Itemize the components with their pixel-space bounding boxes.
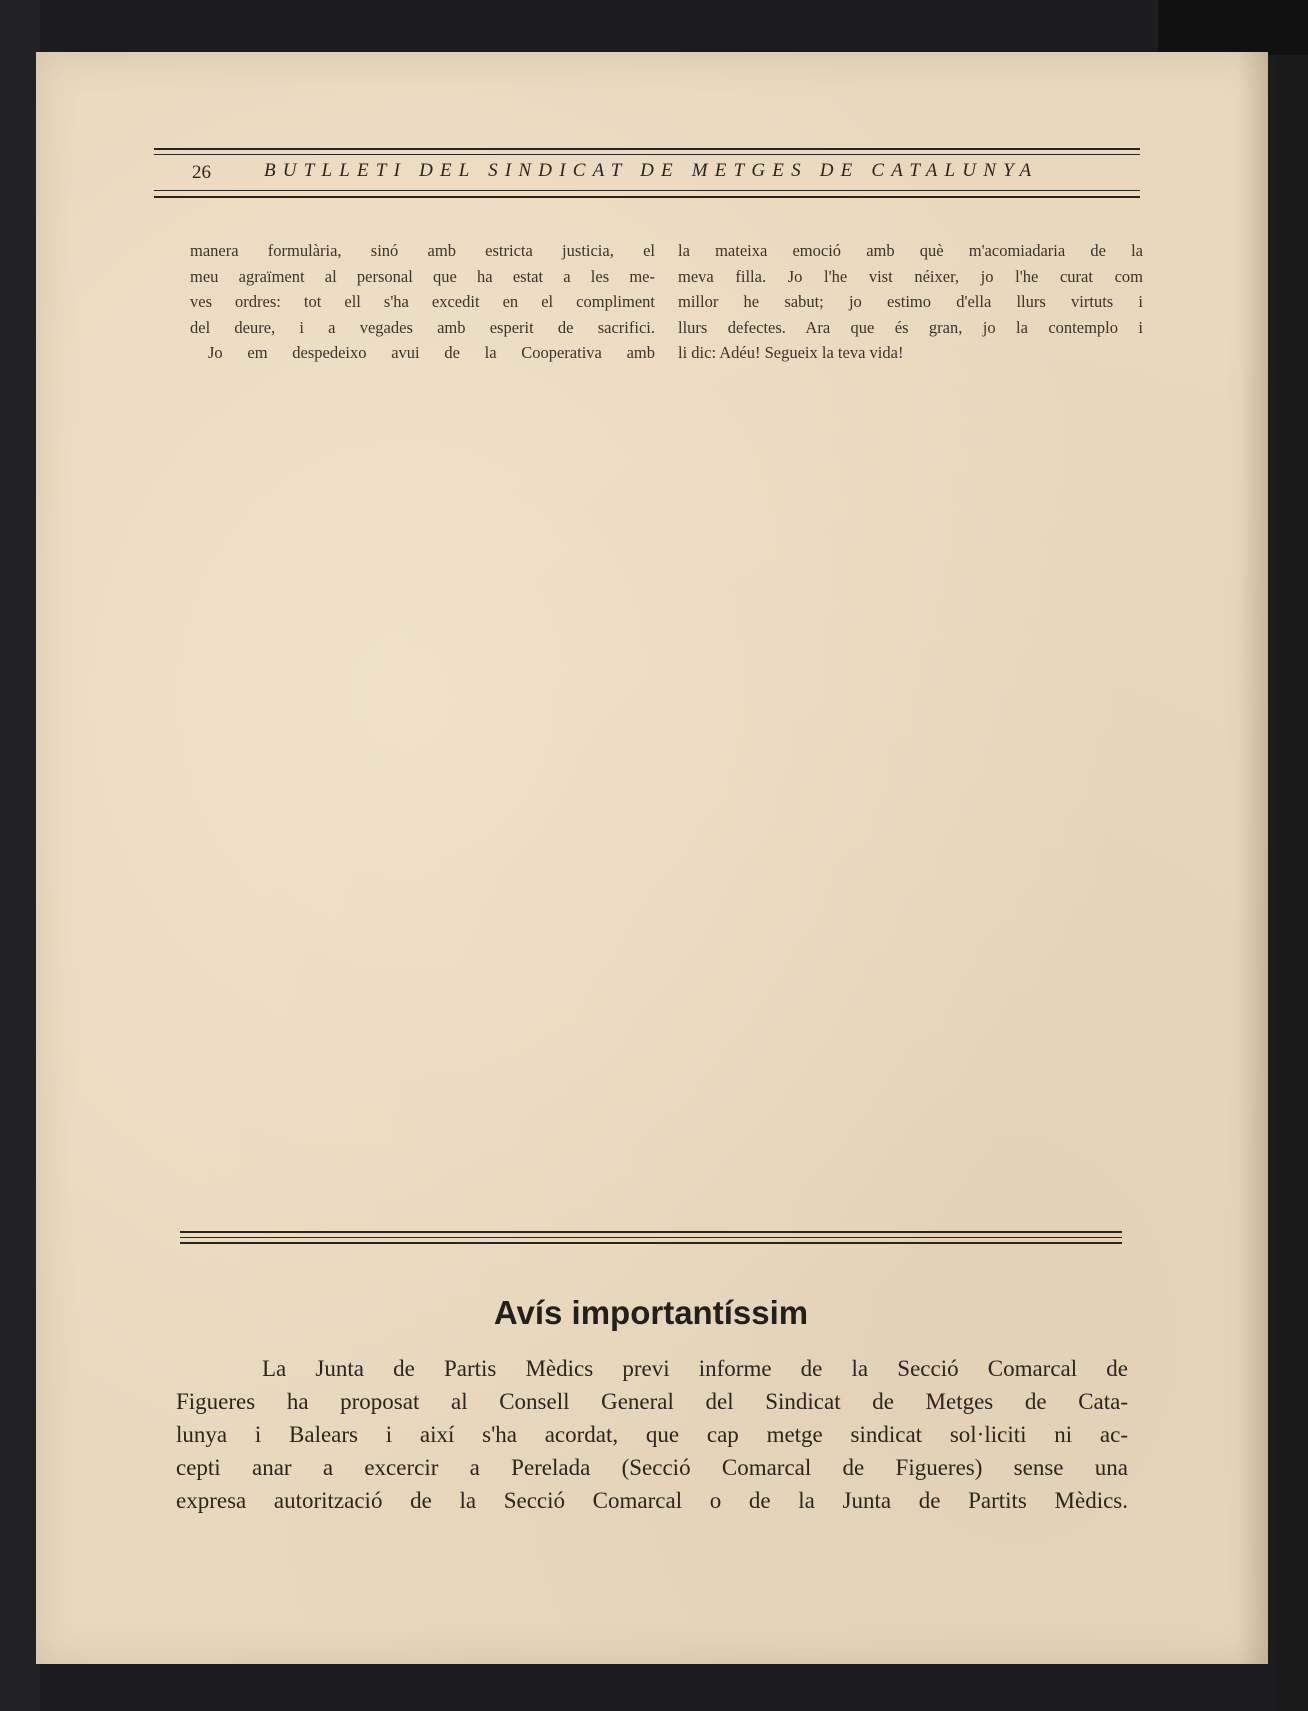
- scan-background-left: [0, 0, 40, 1711]
- notice-body: [176, 1352, 1128, 1517]
- article-right-column: [678, 238, 1143, 366]
- header-rule-top-2: [154, 154, 1140, 155]
- text-line: Jo em despedeixo avui de la Cooperativa amb: [208, 343, 655, 362]
- page-number: 26: [192, 162, 211, 183]
- text-line: meu agraïment al personal que ha estat a les me-: [190, 266, 655, 286]
- notice-divider: [180, 1231, 1122, 1245]
- article-left-column: [190, 238, 655, 366]
- notice-rule-3: [180, 1242, 1122, 1244]
- text-line: meva filla. Jo l'he vist néixer, jo l'he curat com: [678, 266, 1143, 286]
- header-rule-bottom-2: [154, 196, 1140, 198]
- notice-line: lunya i Balears i així s'ha acordat, que cap metge sindicat sol·liciti ni ac-: [176, 1422, 1128, 1447]
- page-header: [154, 146, 1140, 202]
- text-line: llurs defectes. Ara que és gran, jo la contemplo i: [678, 317, 1143, 337]
- notice-line: La Junta de Partis Mèdics previ informe de la Secció Comarcal de: [262, 1356, 1128, 1381]
- header-rule-top-1: [154, 148, 1140, 150]
- article-columns: [190, 238, 1143, 378]
- text-line: ves ordres: tot ell s'ha excedit en el compliment: [190, 292, 655, 311]
- text-line: millor he sabut; jo estimo d'ella llurs virtuts i: [678, 292, 1143, 311]
- notice-rule-1: [180, 1231, 1122, 1233]
- header-rule-bottom-1: [154, 190, 1140, 191]
- text-line: manera formulària, sinó amb estricta justicia, el: [190, 241, 655, 260]
- scan-background-right: [1278, 0, 1308, 1711]
- notice-line: Figueres ha proposat al Consell General del Sindicat de Metges de Cata-: [176, 1389, 1128, 1414]
- text-line-last: li dic: Adéu! Segueix la teva vida!: [678, 343, 904, 362]
- notice-rule-2: [180, 1237, 1122, 1238]
- running-title: BUTLLETI DEL SINDICAT DE METGES DE CATALUNYA: [264, 160, 1039, 181]
- text-line: del deure, i a vegades amb esperit de sacrifici.: [190, 317, 655, 337]
- notice-title: Avís importantíssim: [493, 1294, 809, 1331]
- notice-line: cepti anar a excercir a Perelada (Secció Comarcal de Figueres) sense una: [176, 1455, 1128, 1480]
- scan-background-corner: [1158, 0, 1308, 55]
- page-edge-shadow: [1238, 52, 1268, 1664]
- text-line: la mateixa emoció amb què m'acomiadaria de la: [678, 241, 1143, 260]
- notice-line: expresa autorització de la Secció Comarcal o de la Junta de Partits Mèdics.: [176, 1488, 1128, 1513]
